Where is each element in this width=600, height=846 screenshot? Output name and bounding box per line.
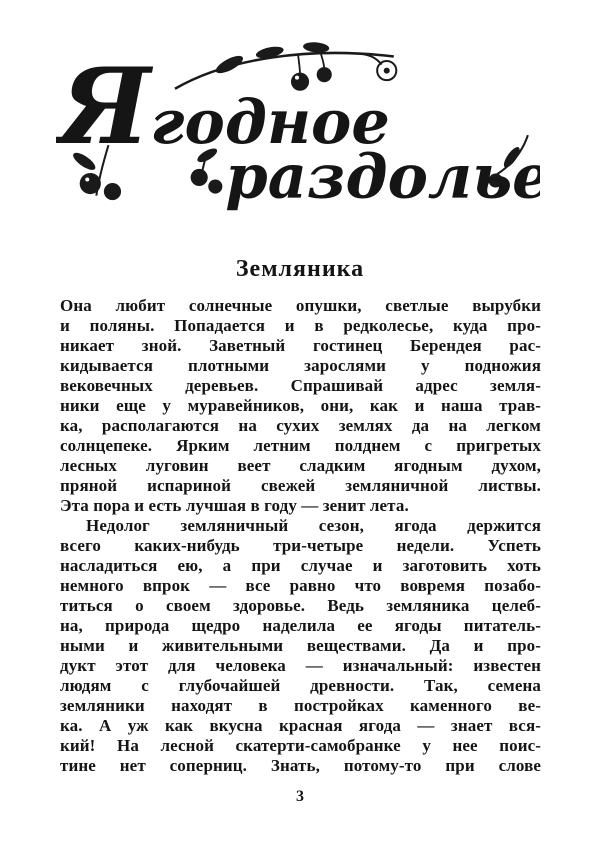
text-line: тине нет соперниц. Знать, потому-то при слове [60, 756, 541, 775]
text-line: насладиться ею, а при случае и заготовить хоть [60, 556, 541, 575]
text-line: никает зной. Заветный гостинец Берендея рас- [60, 336, 541, 355]
masthead-art [56, 24, 540, 216]
text-line: Недолог земляничный сезон, ягода держится [86, 516, 541, 535]
paragraph [60, 516, 541, 776]
text-line: ка. А уж как вкусна красная ягода — знает вся- [60, 716, 541, 735]
text-line: Эта пора и есть лучшая в году — зенит лета. [60, 496, 409, 515]
text-line: кий! На лесной скатерти-самобранке у нее поис- [60, 736, 541, 755]
flower-blossom-ornament [359, 53, 397, 80]
text-line: пряной испариной свежей земляничной листвы. [60, 476, 541, 495]
text-line: на, природа щедро наделила ее ягоды питатель- [60, 616, 541, 635]
text-line: и поляны. Попадается и в редколесье, куда про- [60, 316, 541, 335]
masthead [56, 24, 540, 216]
text-line: лесных луговин веет сладким ягодным духом, [60, 456, 541, 475]
book-title-line1-rest: годное [150, 87, 390, 159]
text-line: людям с глубочайшей древности. Так, семена [60, 676, 541, 695]
book-title-initial: Я [58, 45, 151, 169]
text-line: всего каких-нибудь три-четыре недели. Успеть [60, 536, 541, 555]
text-line: земляники находят в постройках каменного ве- [60, 696, 541, 715]
paragraph [60, 296, 541, 516]
text-line: ными и живительными веществами. Да и про- [60, 636, 541, 655]
text-line: ники еще у муравейников, они, как и наша трав- [60, 396, 541, 415]
chapter-title: Земляника [235, 256, 365, 283]
body-text [60, 296, 541, 776]
text-line: дукт этот для человека — изначальный: известен [60, 656, 541, 675]
text-line: кидывается плотными зарослями у подножия [60, 356, 541, 375]
page-number: 3 [296, 788, 304, 805]
text-line: вековечных деревьев. Спрашивай адрес земля- [60, 376, 541, 395]
text-line: солнцепеке. Ярким летним полднем с пригретых [60, 436, 541, 455]
text-line: немного впрок — все равно что вовремя позабо- [60, 576, 541, 595]
book-title-line2: раздолье [225, 141, 540, 213]
text-line: ка, располагаются на сухих землях да на легком [60, 416, 541, 435]
text-line: титься о своем здоровье. Ведь земляника целеб- [60, 596, 541, 615]
text-line: Она любит солнечные опушки, светлые вырубки [60, 296, 541, 315]
berry-branch-ornament [175, 41, 394, 91]
